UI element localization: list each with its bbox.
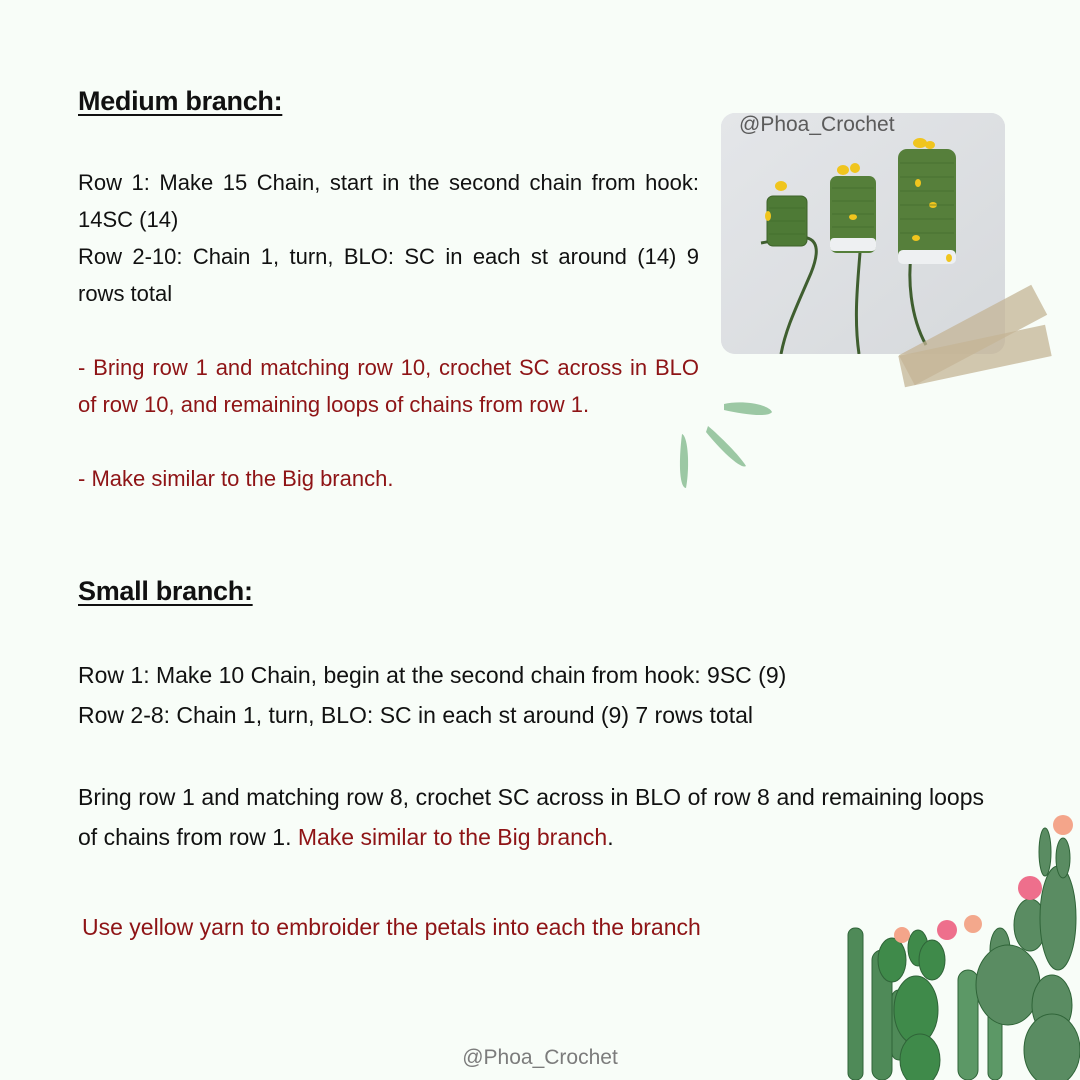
small-branch-note-black: Bring row 1 and matching row 8, crochet SC across in BLO of row 8 and remaining loops of chains from row 1. (78, 784, 984, 850)
medium-branch-row-2-10: Row 2-10: Chain 1, turn, BLO: SC in each st around (14) 9 rows total (78, 244, 699, 306)
medium-branch-note-join: - Bring row 1 and matching row 10, crochet SC across in BLO of row 10, and remaining loops of chains from row 1. (78, 355, 699, 417)
medium-branch-row-1: Row 1: Make 15 Chain, start in the second chain from hook: 14SC (14) (78, 170, 699, 232)
leaf-strokes-icon (672, 396, 782, 496)
crochet-cactus-image (721, 113, 1005, 354)
cactus-illustration (840, 810, 1080, 1080)
medium-branch-heading: Medium branch: (78, 86, 283, 116)
small-branch-note-end: . (607, 824, 614, 850)
crochet-branches-photo (721, 113, 1005, 354)
final-note: Use yellow yarn to embroider the petals into each the branch (82, 914, 701, 940)
photo-watermark: @Phoa_Crochet (739, 113, 895, 136)
footer-watermark: @Phoa_Crochet (462, 1046, 618, 1069)
small-branch-note-red: Make similar to the Big branch (297, 824, 608, 850)
small-branch-heading: Small branch: (78, 576, 253, 606)
medium-branch-note-similar: - Make similar to the Big branch. (78, 466, 394, 491)
small-branch-row-2-8: Row 2-8: Chain 1, turn, BLO: SC in each st around (9) 7 rows total (78, 702, 753, 728)
small-branch-row-1: Row 1: Make 10 Chain, begin at the second chain from hook: 9SC (9) (78, 662, 787, 688)
